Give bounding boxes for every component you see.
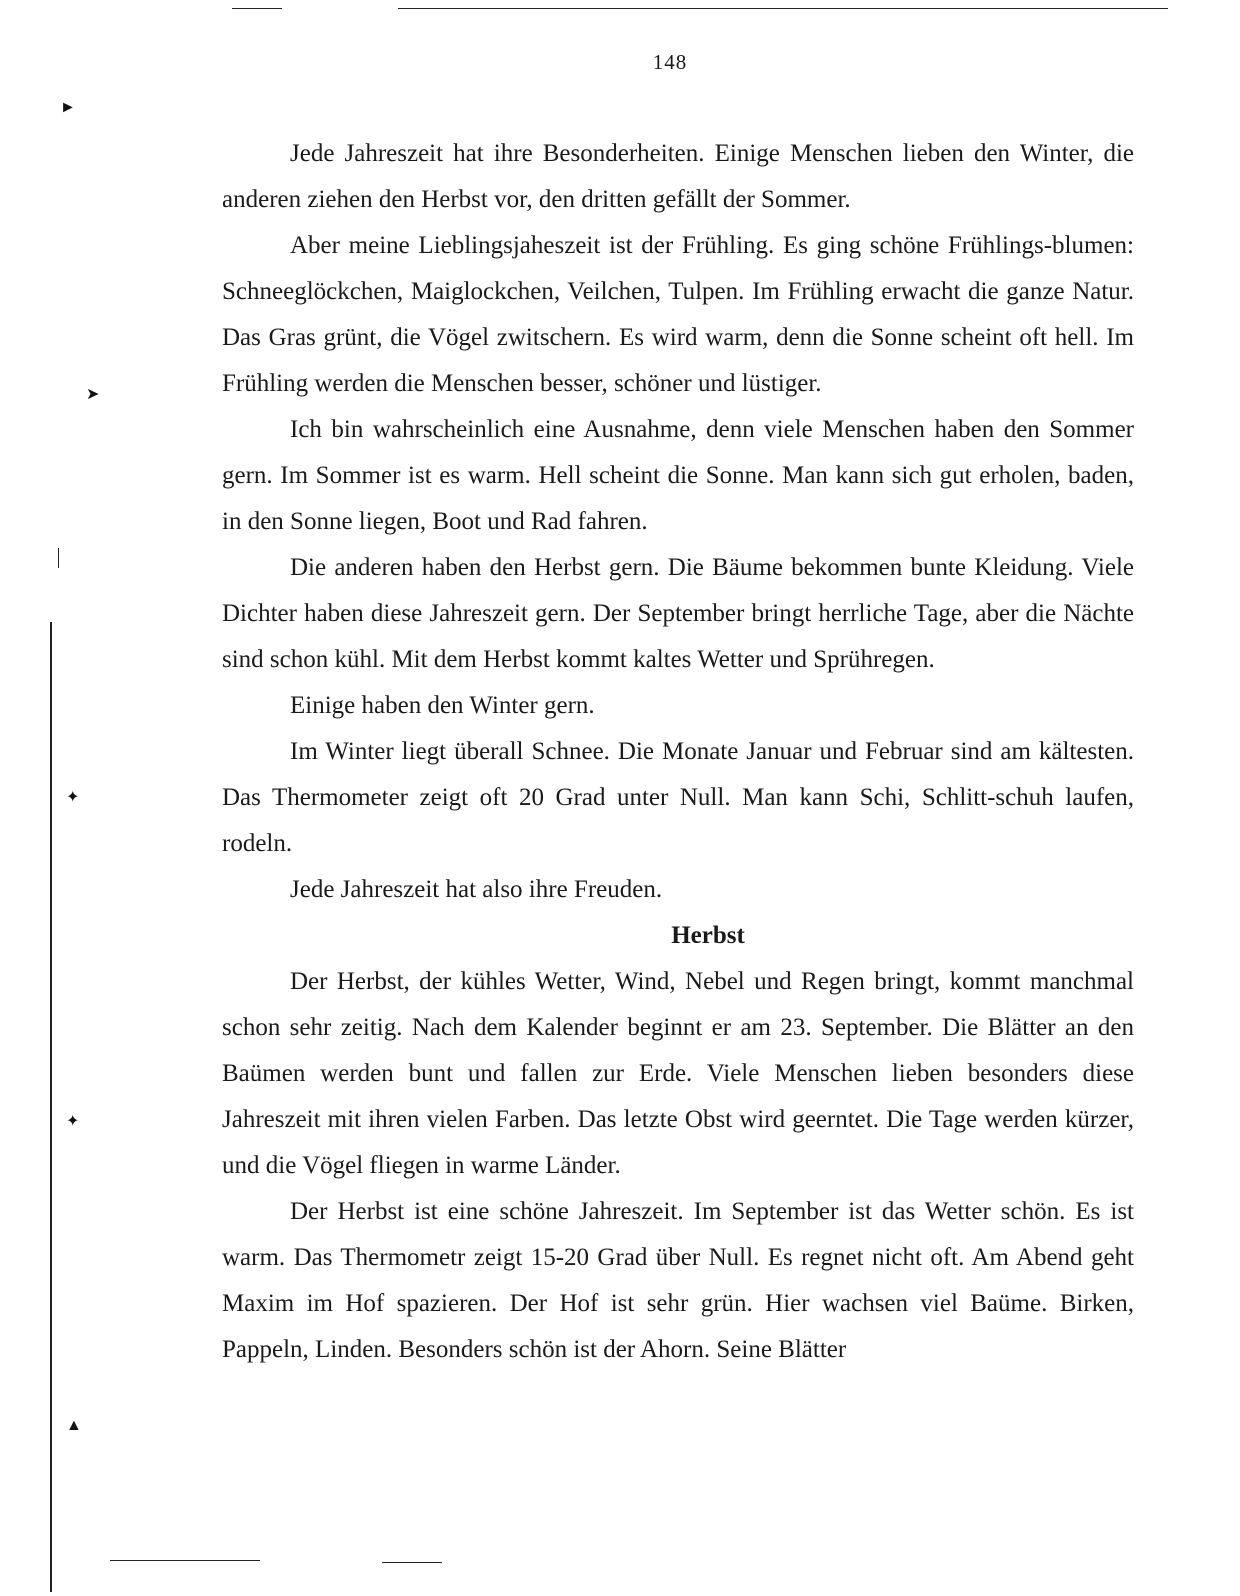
margin-arrow-mark: ▲	[66, 1417, 82, 1434]
paragraph: Die anderen haben den Herbst gern. Die Bäume bekommen bunte Kleidung. Viele Dichter haben diese Jahreszeit gern. Der September bringt herrliche Tage, aber die Nächte sind schon kühl. Mit dem Herbst kommt kaltes Wetter und Sprühregen.	[222, 554, 1134, 673]
scan-left-binding-line	[50, 622, 52, 1592]
scan-bottom-rule-right	[382, 1562, 442, 1563]
margin-arrow-mark: ➤	[86, 386, 100, 403]
paragraph: Jede Jahreszeit hat also ihre Freuden.	[290, 876, 663, 903]
paragraph: Jede Jahreszeit hat ihre Besonderheiten. Einige Menschen lieben den Winter, die anderen ziehen den Herbst vor, den dritten gefällt der Sommer.	[222, 140, 1134, 213]
paragraph: Ich bin wahrscheinlich eine Ausnahme, denn viele Menschen haben den Sommer gern. Im Sommer ist es warm. Hell scheint die Sonne. Man kann sich gut erholen, baden, in den Sonne liegen, Boot und Rad fahren.	[222, 416, 1134, 535]
scan-bottom-rule-left	[110, 1560, 260, 1561]
section-heading: Herbst	[671, 922, 745, 949]
page-number: 148	[652, 50, 688, 74]
margin-arrow-mark: ✦	[66, 1113, 80, 1130]
page-body	[222, 131, 1134, 1373]
scan-left-tick	[58, 548, 59, 568]
paragraph: Einige haben den Winter gern.	[290, 692, 595, 719]
paragraph: Aber meine Lieblingsjaheszeit ist der Frühling. Es ging schöne Frühlings-blumen: Schneeglöckchen, Maiglockchen, Veilchen, Tulpen. Im Frühling erwacht die ganze Natur. Das Gras grünt, die Vögel zwitschern. Es wird warm, denn die Sonne scheint oft hell. Im Frühling werden die Menschen besser, schöner und lüstiger.	[222, 232, 1134, 397]
margin-arrow-mark: ✦	[66, 789, 80, 806]
paragraph: Der Herbst, der kühles Wetter, Wind, Nebel und Regen bringt, kommt manchmal schon sehr zeitig. Nach dem Kalender beginnt er am 23. September. Die Blätter an den Baümen werden bunt und fallen zur Erde. Viele Menschen lieben besonders diese Jahreszeit mit ihren vielen Farben. Das letzte Obst wird geerntet. Die Tage werden kürzer, und die Vögel fliegen in warme Länder.	[222, 968, 1134, 1179]
paragraph: Der Herbst ist eine schöne Jahreszeit. Im September ist das Wetter schön. Es ist warm. Das Thermometr zeigt 15-20 Grad über Null. Es regnet nicht oft. Am Abend geht Maxim im Hof spazieren. Der Hof ist sehr grün. Hier wachsen viel Baüme. Birken, Pappeln, Linden. Besonders schön ist der Ahorn. Seine Blätter	[222, 1198, 1134, 1363]
scan-top-rule-right	[398, 8, 1168, 9]
margin-arrow-mark: ►	[60, 99, 76, 116]
paragraph: Im Winter liegt überall Schnee. Die Monate Januar und Februar sind am kältesten. Das Thermometer zeigt oft 20 Grad unter Null. Man kann Schi, Schlitt-schuh laufen, rodeln.	[222, 738, 1134, 857]
scan-top-rule-left	[232, 8, 282, 9]
